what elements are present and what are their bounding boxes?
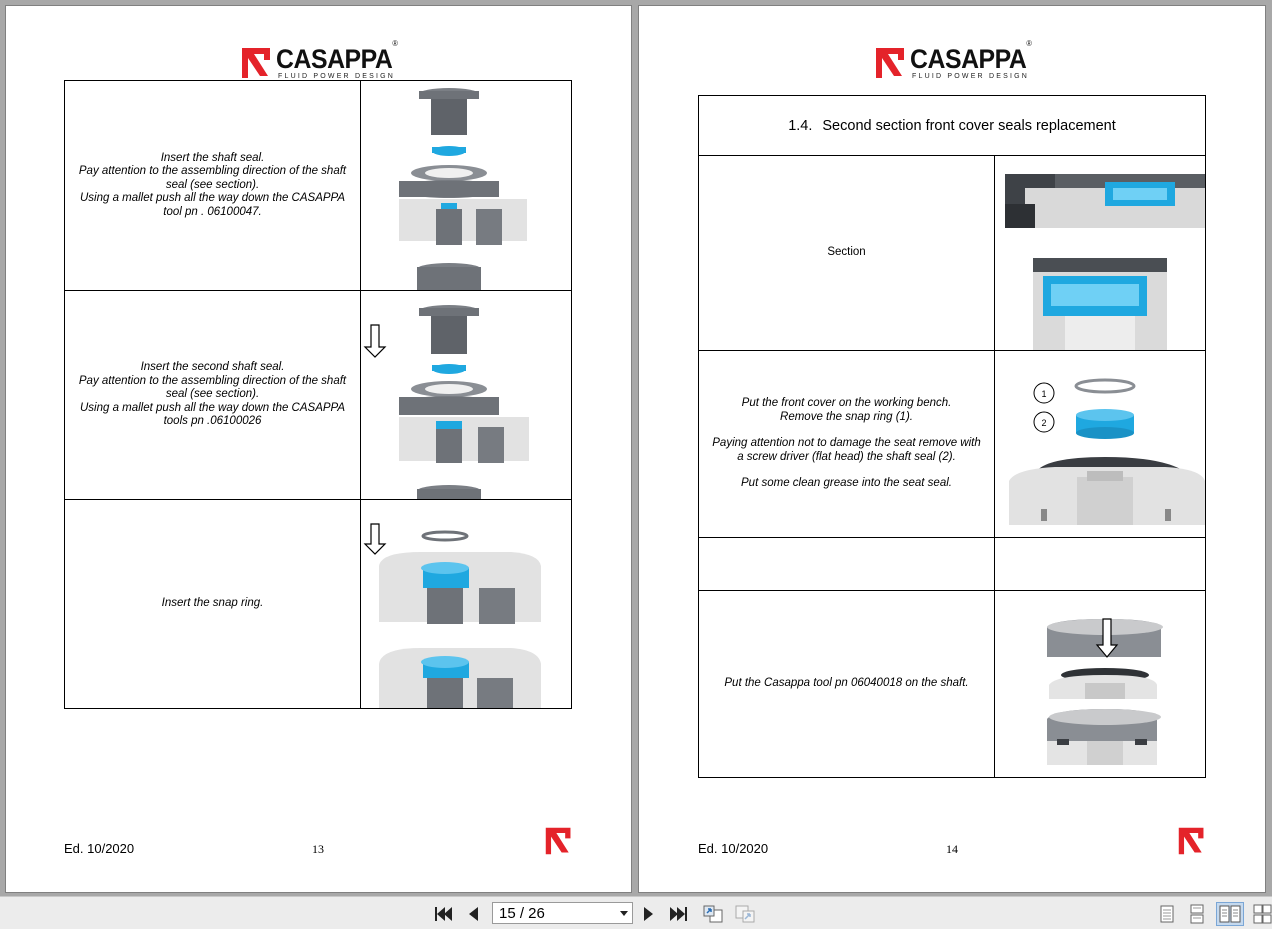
- footer-page-number: 14: [946, 842, 958, 856]
- instruction-table: [64, 80, 572, 709]
- tool-on-shaft-illustration: [995, 591, 1206, 778]
- pdf-page-right: [638, 5, 1266, 893]
- brand-tagline: FLUID POWER DESIGN: [278, 73, 395, 80]
- instruction-line: Pay attention to the assembling direction of the shaft seal (see section).: [78, 374, 347, 401]
- instruction-line: Paying attention not to damage the seat remove with a screw driver (flat head) the shaft seal (2).: [712, 437, 981, 463]
- instruction-line: Put the Casappa tool pn 06040018 on the shaft.: [724, 677, 969, 690]
- casappa-footer-mark-icon: [1177, 826, 1207, 856]
- first-page-icon: [432, 904, 454, 924]
- instruction-line: Pay attention to the assembling direction of the shaft seal (see section).: [78, 165, 347, 191]
- instruction-text-cell: [65, 291, 361, 500]
- instruction-line: Insert the snap ring.: [161, 597, 264, 610]
- instruction-text-cell: [699, 156, 995, 351]
- go-back-icon: [702, 904, 724, 924]
- go-forward-icon: [734, 904, 756, 924]
- single-page-view-button[interactable]: [1156, 904, 1178, 924]
- instruction-line: Insert the shaft seal.: [160, 151, 265, 164]
- instruction-line: Insert the second shaft seal.: [140, 361, 285, 374]
- footer-edition: Ed. 10/2020: [64, 841, 135, 856]
- first-page-button[interactable]: [432, 904, 454, 924]
- callout-1: 1: [1041, 389, 1047, 399]
- instruction-text-cell: [699, 351, 995, 538]
- casappa-logo: [874, 39, 1034, 84]
- casappa-logo-mark-icon: [240, 46, 274, 80]
- callout-2: 2: [1041, 418, 1047, 428]
- footer-edition: Ed. 10/2020: [698, 841, 769, 856]
- section-heading: 1.4. Second section front cover seals replacement: [788, 117, 1116, 134]
- page-indicator: 15 / 26: [499, 905, 545, 922]
- pdf-page-left: [5, 5, 632, 893]
- empty-image-cell: [995, 538, 1206, 591]
- instruction-text-cell: [699, 591, 995, 778]
- casappa-logo: [240, 39, 400, 84]
- previous-page-button[interactable]: [462, 904, 484, 924]
- brand-tagline: FLUID POWER DESIGN: [912, 73, 1029, 80]
- instruction-line: Remove the snap ring (1).: [780, 410, 913, 423]
- snap-ring-illustration: [361, 500, 572, 709]
- brand-name: CASAPPA®: [276, 39, 398, 74]
- go-back-button[interactable]: [702, 904, 724, 924]
- instruction-text-cell: [65, 81, 361, 291]
- page-number-field[interactable]: [492, 902, 633, 924]
- chevron-down-icon[interactable]: [620, 911, 628, 916]
- down-arrow-icon: [365, 524, 385, 554]
- section-label: Section: [827, 246, 866, 259]
- go-forward-button[interactable]: [734, 904, 756, 924]
- instruction-text-cell: [65, 500, 361, 709]
- section-heading-cell: [699, 96, 1206, 156]
- single-page-view-icon: [1156, 904, 1178, 924]
- last-page-icon: [668, 904, 690, 924]
- continuous-view-icon: [1186, 904, 1208, 924]
- instruction-line: Put some clean grease into the seat seal.: [741, 477, 952, 490]
- casappa-logo-mark-icon: [874, 46, 908, 80]
- second-shaft-seal-illustration: [361, 291, 572, 500]
- facing-view-icon: [1217, 903, 1243, 925]
- instruction-table: [698, 95, 1206, 778]
- last-page-button[interactable]: [668, 904, 690, 924]
- previous-page-icon: [462, 904, 484, 924]
- instruction-line: Using a mallet push all the way down the CASAPPA tool pn . 06100047.: [79, 192, 346, 218]
- section-cutaway-illustration: [995, 156, 1206, 351]
- viewer-toolbar: [0, 896, 1272, 929]
- down-arrow-icon: [365, 325, 385, 357]
- continuous-facing-view-button[interactable]: [1252, 904, 1272, 924]
- brand-name: CASAPPA®: [910, 39, 1032, 74]
- instruction-line: Using a mallet push all the way down the CASAPPA tools pn .06100026: [79, 401, 346, 428]
- continuous-facing-view-icon: [1252, 904, 1272, 924]
- facing-view-button[interactable]: [1216, 902, 1244, 926]
- next-page-icon: [638, 904, 660, 924]
- footer-page-number: 13: [312, 842, 324, 856]
- empty-text-cell: [699, 538, 995, 591]
- shaft-seal-illustration: [361, 81, 572, 291]
- continuous-view-button[interactable]: [1186, 904, 1208, 924]
- next-page-button[interactable]: [638, 904, 660, 924]
- instruction-line: Put the front cover on the working bench.: [741, 397, 952, 410]
- casappa-footer-mark-icon: [544, 826, 574, 856]
- front-cover-disassembly-illustration: [995, 351, 1206, 538]
